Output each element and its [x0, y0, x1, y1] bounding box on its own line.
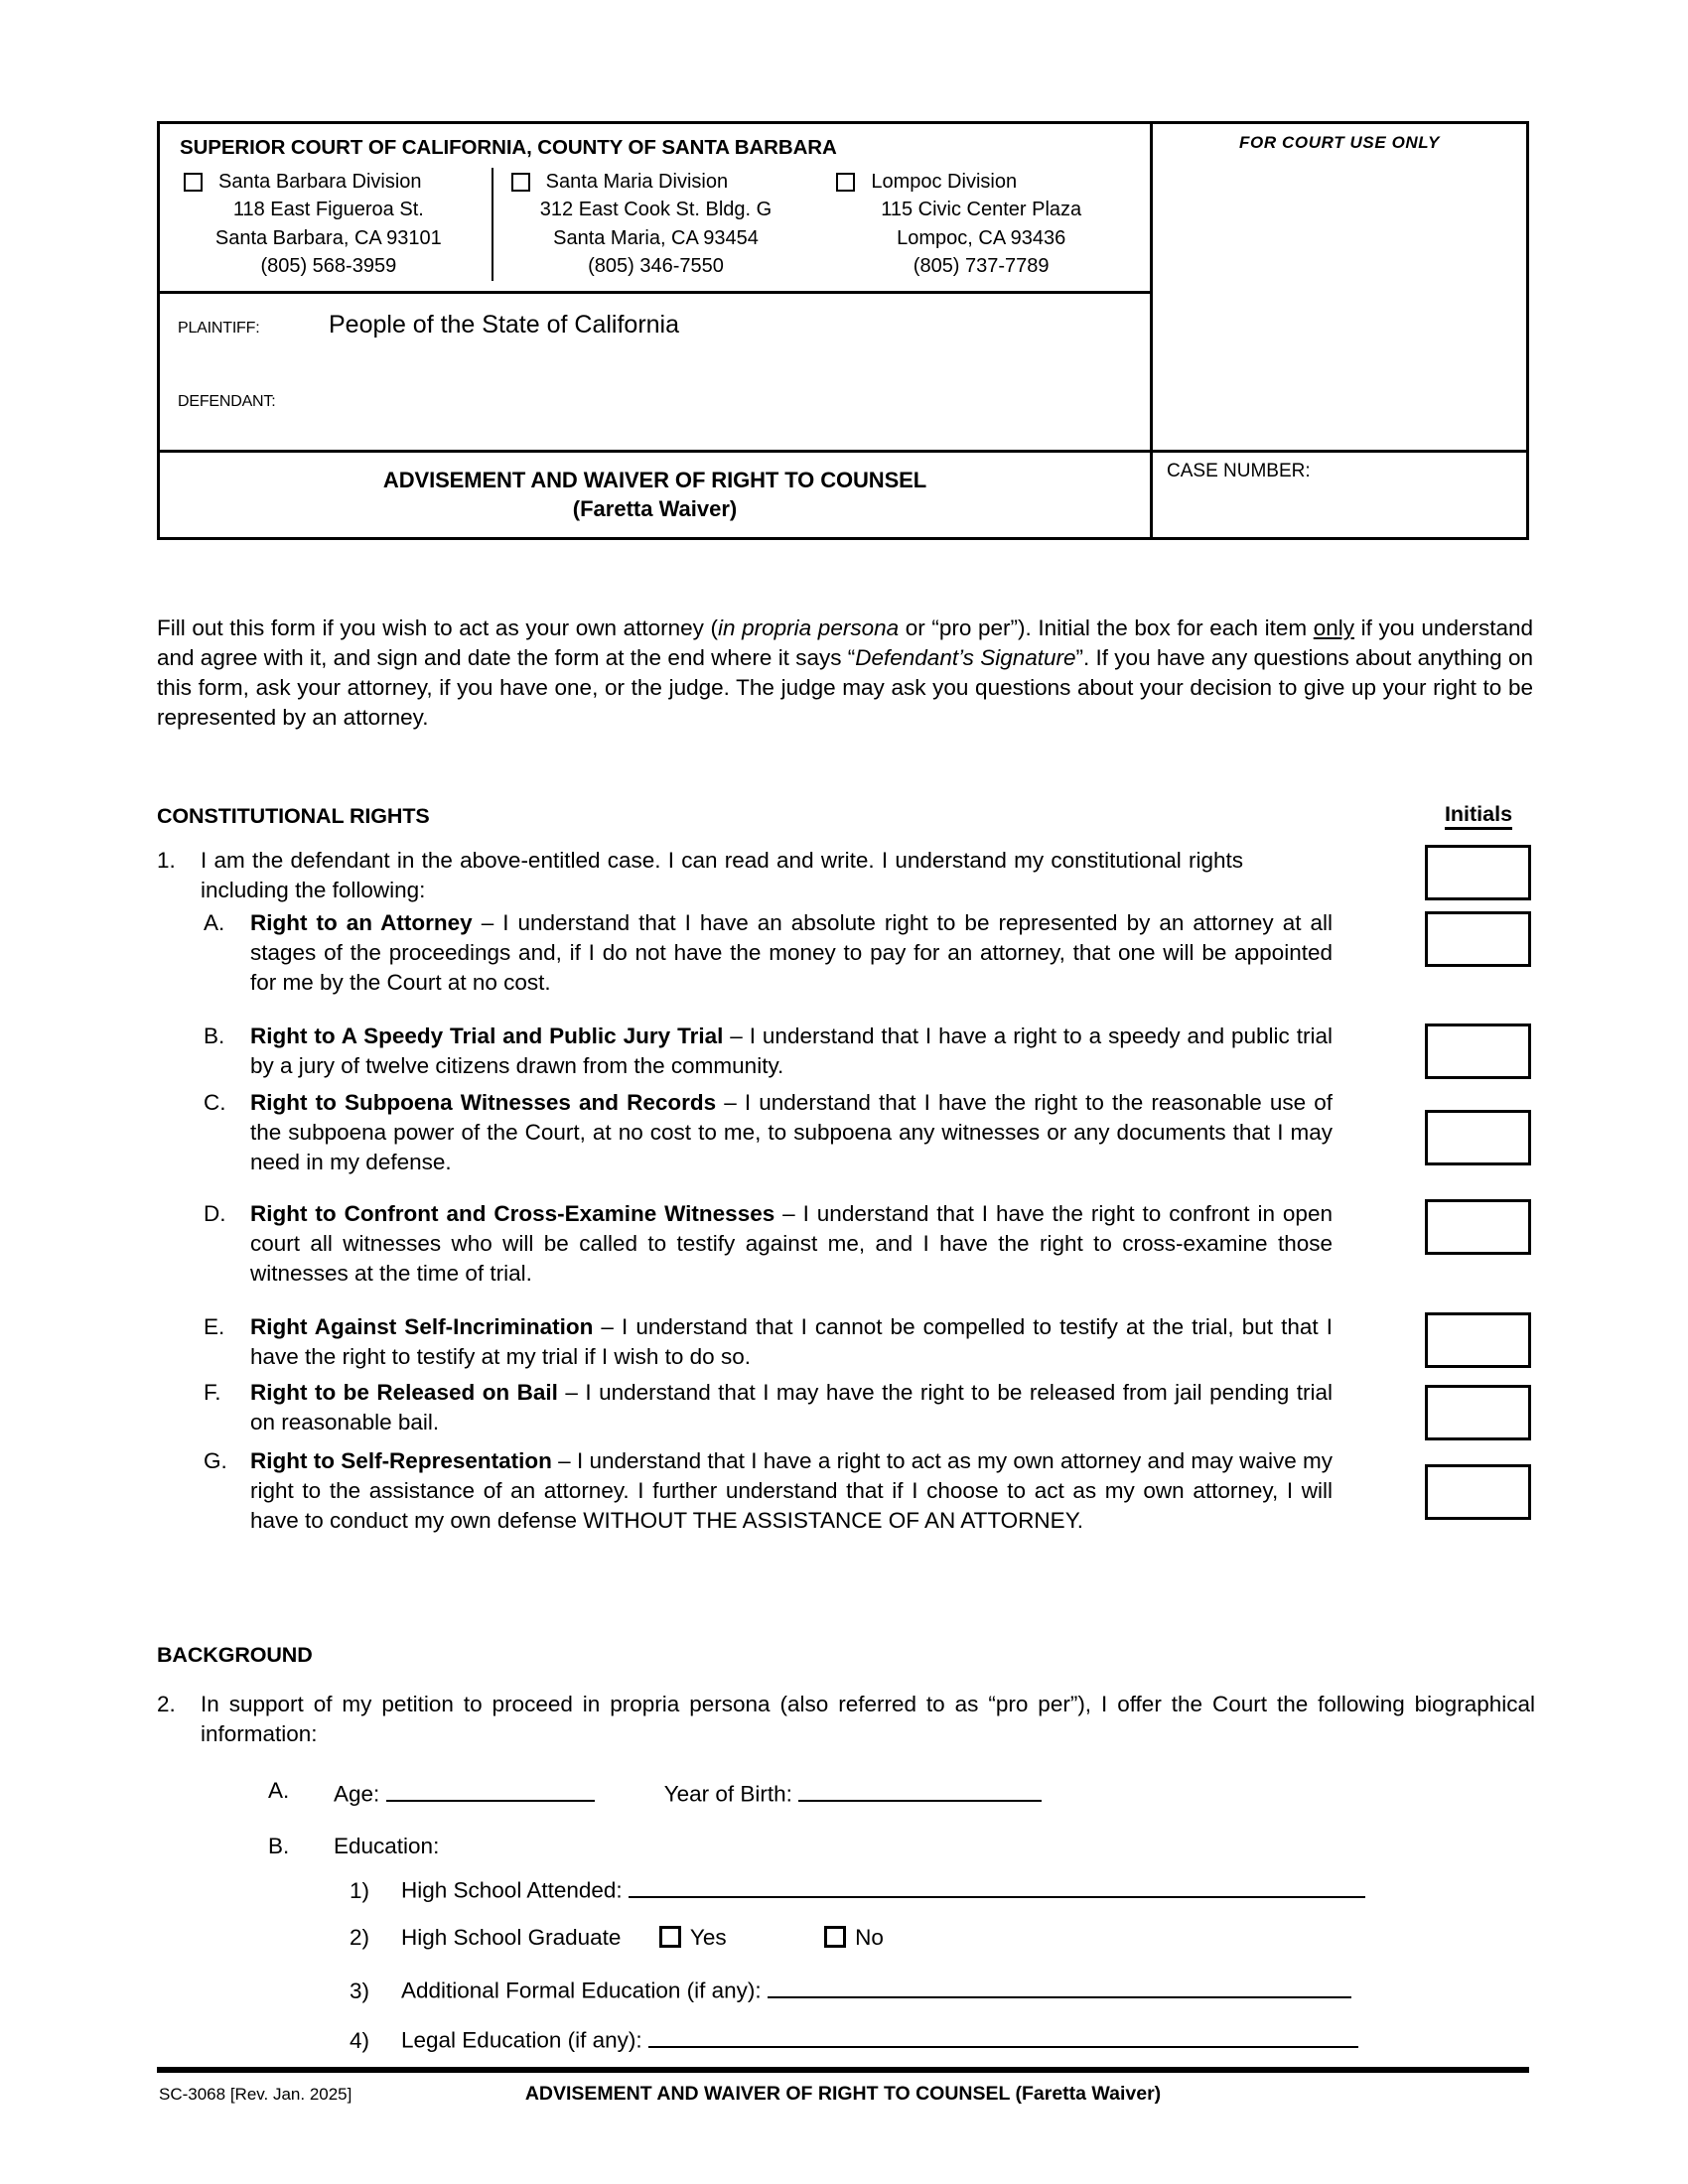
list-item-F-title: Right to be Released on Bail — [250, 1380, 558, 1405]
list-item-G-marker: G. — [204, 1448, 227, 1473]
list-item-B — [204, 1022, 1333, 1081]
list-item-C-marker: C. — [204, 1090, 226, 1115]
list-item-E-text: I understand that I cannot be compelled to testify at the trial, but that I have the right to testify at my trial if I wish to do so. — [250, 1314, 1333, 1369]
division-santa-maria-phone: (805) 346-7550 — [588, 255, 724, 278]
high-school-attended-input[interactable] — [629, 1872, 1365, 1898]
legal-education-input[interactable] — [648, 2022, 1358, 2048]
party-block — [160, 291, 1150, 450]
initials-box-F[interactable] — [1425, 1385, 1531, 1440]
list-item-G-text: I understand that I have a right to act as my own attorney and may waive my right to the assistance of an attorney. I further understand that if I choose to act as my own attorney, I will have to conduct my own defense WITHOUT THE ASSISTANCE OF AN ATTORNEY. — [250, 1448, 1333, 1533]
high-school-graduate-yes-label: Yes — [689, 1925, 727, 1950]
list-item-E-title: Right Against Self-Incrimination — [250, 1314, 594, 1339]
list-item-D-dash: – — [774, 1201, 803, 1226]
intro-paragraph — [157, 614, 1533, 733]
intro-text-3: if you understand and agree with it, and sign and date the form at the end where it says “ — [157, 615, 1534, 670]
background-item-A-fields — [334, 1776, 1042, 1810]
list-item-C — [204, 1088, 1333, 1177]
age-input[interactable] — [386, 1776, 595, 1802]
list-item-D-marker: D. — [204, 1201, 226, 1226]
initials-box-B[interactable] — [1425, 1024, 1531, 1079]
initials-box-A[interactable] — [1425, 911, 1531, 967]
division-lompoc-name: Lompoc Division — [871, 171, 1018, 193]
list-item-B-dash: – — [723, 1024, 750, 1048]
list-item-A-body — [250, 908, 1333, 998]
high-school-graduate-label: High School Graduate — [401, 1925, 622, 1950]
parties-cell — [160, 291, 1153, 450]
intro-text-2: or “pro per”). Initial the box for each item — [899, 615, 1314, 640]
initials-label: Initials — [1445, 802, 1512, 830]
division-lompoc — [818, 168, 1144, 281]
list-item-B-marker: B. — [204, 1024, 225, 1048]
list-item-G — [204, 1446, 1333, 1536]
education-item-4-field — [401, 2022, 1358, 2056]
list-item-F-text: I understand that I may have the right to be released from jail pending trial on reasonable bail. — [250, 1380, 1333, 1434]
court-title: SUPERIOR COURT OF CALIFORNIA, COUNTY OF SANTA BARBARA — [180, 136, 837, 159]
list-item-1 — [157, 846, 1309, 905]
education-item-2-marker: 2) — [350, 1925, 370, 1950]
list-item-C-body — [250, 1088, 1333, 1177]
division-santa-maria-check-row[interactable] — [497, 168, 815, 196]
education-item-1-marker: 1) — [350, 1877, 370, 1903]
intro-underline-1: only — [1313, 615, 1355, 640]
list-item-A-text: I understand that I have an absolute right to be represented by an attorney at all stages of the proceedings and, if I do not have the money to pay for an attorney, that one will be appointed for me by the Court at no cost. — [250, 910, 1333, 995]
high-school-attended-label: High School Attended: — [401, 1877, 623, 1903]
intro-italic-1: in propria persona — [718, 615, 900, 640]
court-stamp-area — [1153, 291, 1526, 450]
additional-formal-education-label: Additional Formal Education (if any): — [401, 1978, 762, 2003]
education-item-4 — [350, 2022, 1358, 2056]
list-item-1-text: I am the defendant in the above-entitled case. I can read and write. I understand my constitutional rights including the following: — [201, 848, 1243, 902]
list-item-C-text: I understand that I have the right to the reasonable use of the subpoena power of the Court, at no cost to me, to subpoena any witnesses or any documents that I may need in my defense. — [250, 1090, 1333, 1174]
case-number-cell-wrap — [1153, 450, 1526, 537]
intro-text-4: ”. If you have any questions about anything on this form, ask your attorney, if you have one, or the judge. The judge may ask you questions about your decision to give up your right to be represented by an attorney. — [157, 644, 1533, 730]
background-item-B-marker: B. — [268, 1834, 290, 1858]
case-number-label[interactable]: CASE NUMBER: — [1153, 450, 1526, 537]
checkbox-high-school-graduate-yes[interactable] — [659, 1926, 681, 1948]
division-santa-barbara-name: Santa Barbara Division — [218, 171, 422, 193]
initials-box-D[interactable] — [1425, 1199, 1531, 1255]
background-item-A — [268, 1776, 1042, 1810]
education-item-2-field — [401, 1923, 884, 1953]
section-heading-constitutional-rights: CONSTITUTIONAL RIGHTS — [157, 804, 430, 828]
list-item-B-body — [250, 1022, 1333, 1081]
defendant-label: DEFENDANT: — [178, 392, 276, 410]
background-item-A-marker: A. — [268, 1778, 290, 1803]
checkbox-santa-maria-division[interactable] — [511, 173, 530, 192]
list-item-1-marker: 1. — [157, 848, 176, 873]
division-santa-maria-name: Santa Maria Division — [545, 171, 729, 193]
division-santa-maria-address: 312 East Cook St. Bldg. G — [539, 199, 773, 221]
list-item-G-body — [250, 1446, 1333, 1536]
education-item-2 — [350, 1923, 884, 1953]
division-santa-barbara-address: 118 East Figueroa St. — [232, 199, 424, 221]
list-item-D — [204, 1199, 1333, 1289]
year-of-birth-input[interactable] — [798, 1776, 1042, 1802]
list-item-F — [204, 1378, 1333, 1437]
list-item-F-body — [250, 1378, 1333, 1437]
division-santa-maria-city: Santa Maria, CA 93454 — [553, 226, 759, 249]
list-item-C-title: Right to Subpoena Witnesses and Records — [250, 1090, 717, 1115]
checkbox-high-school-graduate-no[interactable] — [824, 1926, 846, 1948]
education-item-3 — [350, 1973, 1351, 2006]
document-title-sub: (Faretta Waiver) — [572, 495, 738, 521]
for-court-use-cell — [1153, 124, 1526, 291]
initials-box-C[interactable] — [1425, 1110, 1531, 1165]
additional-formal-education-input[interactable] — [768, 1973, 1351, 1998]
checkbox-santa-barbara-division[interactable] — [184, 173, 203, 192]
title-row — [160, 450, 1526, 537]
list-item-D-title: Right to Confront and Cross-Examine Witnesses — [250, 1201, 775, 1226]
initials-column-heading — [1419, 802, 1538, 827]
list-item-B-title: Right to A Speedy Trial and Public Jury Trial — [250, 1024, 724, 1048]
list-item-E — [204, 1312, 1333, 1372]
footer-title: ADVISEMENT AND WAIVER OF RIGHT TO COUNSEL (Faretta Waiver) — [524, 2083, 1162, 2105]
list-item-2 — [157, 1690, 1537, 1749]
division-lompoc-city: Lompoc, CA 93436 — [897, 226, 1066, 249]
divisions-list — [160, 168, 1150, 291]
court-header-row — [160, 124, 1526, 291]
high-school-graduate-no-label: No — [855, 1925, 884, 1950]
intro-italic-2: Defendant’s Signature — [855, 644, 1076, 670]
division-santa-barbara-city: Santa Barbara, CA 93101 — [214, 226, 442, 249]
high-school-graduate-no-group[interactable] — [824, 1923, 884, 1953]
initials-box-G[interactable] — [1425, 1464, 1531, 1520]
list-item-A-title: Right to an Attorney — [250, 910, 473, 935]
list-item-A-marker: A. — [204, 910, 225, 935]
education-label: Education: — [334, 1834, 440, 1858]
for-court-use-only-label: FOR COURT USE ONLY — [1239, 133, 1440, 152]
year-of-birth-label: Year of Birth: — [663, 1781, 792, 1807]
education-item-4-marker: 4) — [350, 2027, 370, 2053]
document-title-main: ADVISEMENT AND WAIVER OF RIGHT TO COUNSEL — [382, 467, 927, 492]
education-item-3-marker: 3) — [350, 1978, 370, 2003]
age-label: Age: — [334, 1781, 380, 1807]
high-school-graduate-yes-group[interactable] — [659, 1923, 727, 1953]
footer-divider — [157, 2067, 1529, 2073]
list-item-G-dash: – — [551, 1448, 577, 1473]
court-stamp-space — [1153, 291, 1526, 450]
education-item-1 — [350, 1872, 1365, 1906]
list-item-A-dash: – — [472, 910, 503, 935]
section-heading-background: BACKGROUND — [157, 1643, 313, 1667]
background-item-B — [268, 1832, 439, 1861]
list-item-F-marker: F. — [204, 1380, 221, 1405]
list-item-G-title: Right to Self-Representation — [250, 1448, 552, 1473]
document-title-cell — [160, 450, 1153, 537]
list-item-2-text: In support of my petition to proceed in propria persona (also referred to as “pro per”), I offer the Court the following biographical information: — [201, 1692, 1535, 1746]
list-item-2-marker: 2. — [157, 1692, 176, 1716]
legal-education-label: Legal Education (if any): — [401, 2027, 642, 2053]
list-item-D-body — [250, 1199, 1333, 1289]
plaintiff-label: PLAINTIFF: — [178, 319, 260, 337]
division-santa-barbara-phone: (805) 568-3959 — [260, 255, 397, 278]
division-lompoc-check-row[interactable] — [822, 168, 1140, 196]
parties-row — [160, 291, 1526, 450]
division-lompoc-phone: (805) 737-7789 — [913, 255, 1050, 278]
list-item-E-dash: – — [593, 1314, 622, 1339]
division-santa-barbara-check-row[interactable] — [170, 168, 488, 196]
list-item-E-marker: E. — [204, 1314, 225, 1339]
division-santa-maria — [492, 168, 819, 281]
footer-form-number: SC-3068 [Rev. Jan. 2025] — [159, 2085, 352, 2104]
checkbox-lompoc-division[interactable] — [836, 173, 855, 192]
court-identity-cell — [160, 124, 1153, 291]
list-item-B-text: I understand that I have a right to a speedy and public trial by a jury of twelve citizens drawn from the community. — [250, 1024, 1333, 1078]
caption-table — [157, 121, 1529, 540]
division-lompoc-address: 115 Civic Center Plaza — [881, 199, 1082, 221]
list-item-D-text: I understand that I have the right to confront in open court all witnesses who will be called to testify against me, and I have the right to cross-examine those witnesses at the time of trial. — [250, 1201, 1333, 1286]
list-item-C-dash: – — [716, 1090, 745, 1115]
initials-box-E[interactable] — [1425, 1312, 1531, 1368]
list-item-A — [204, 908, 1333, 998]
division-santa-barbara — [166, 168, 492, 281]
list-item-F-dash: – — [557, 1380, 586, 1405]
education-item-1-field — [401, 1872, 1365, 1906]
plaintiff-value: People of the State of California — [329, 310, 680, 339]
initials-box-1[interactable] — [1425, 845, 1531, 900]
education-item-3-field — [401, 1973, 1351, 2006]
list-item-E-body — [250, 1312, 1333, 1372]
intro-text-1: Fill out this form if you wish to act as your own attorney ( — [157, 615, 719, 640]
document-title — [160, 450, 1150, 537]
